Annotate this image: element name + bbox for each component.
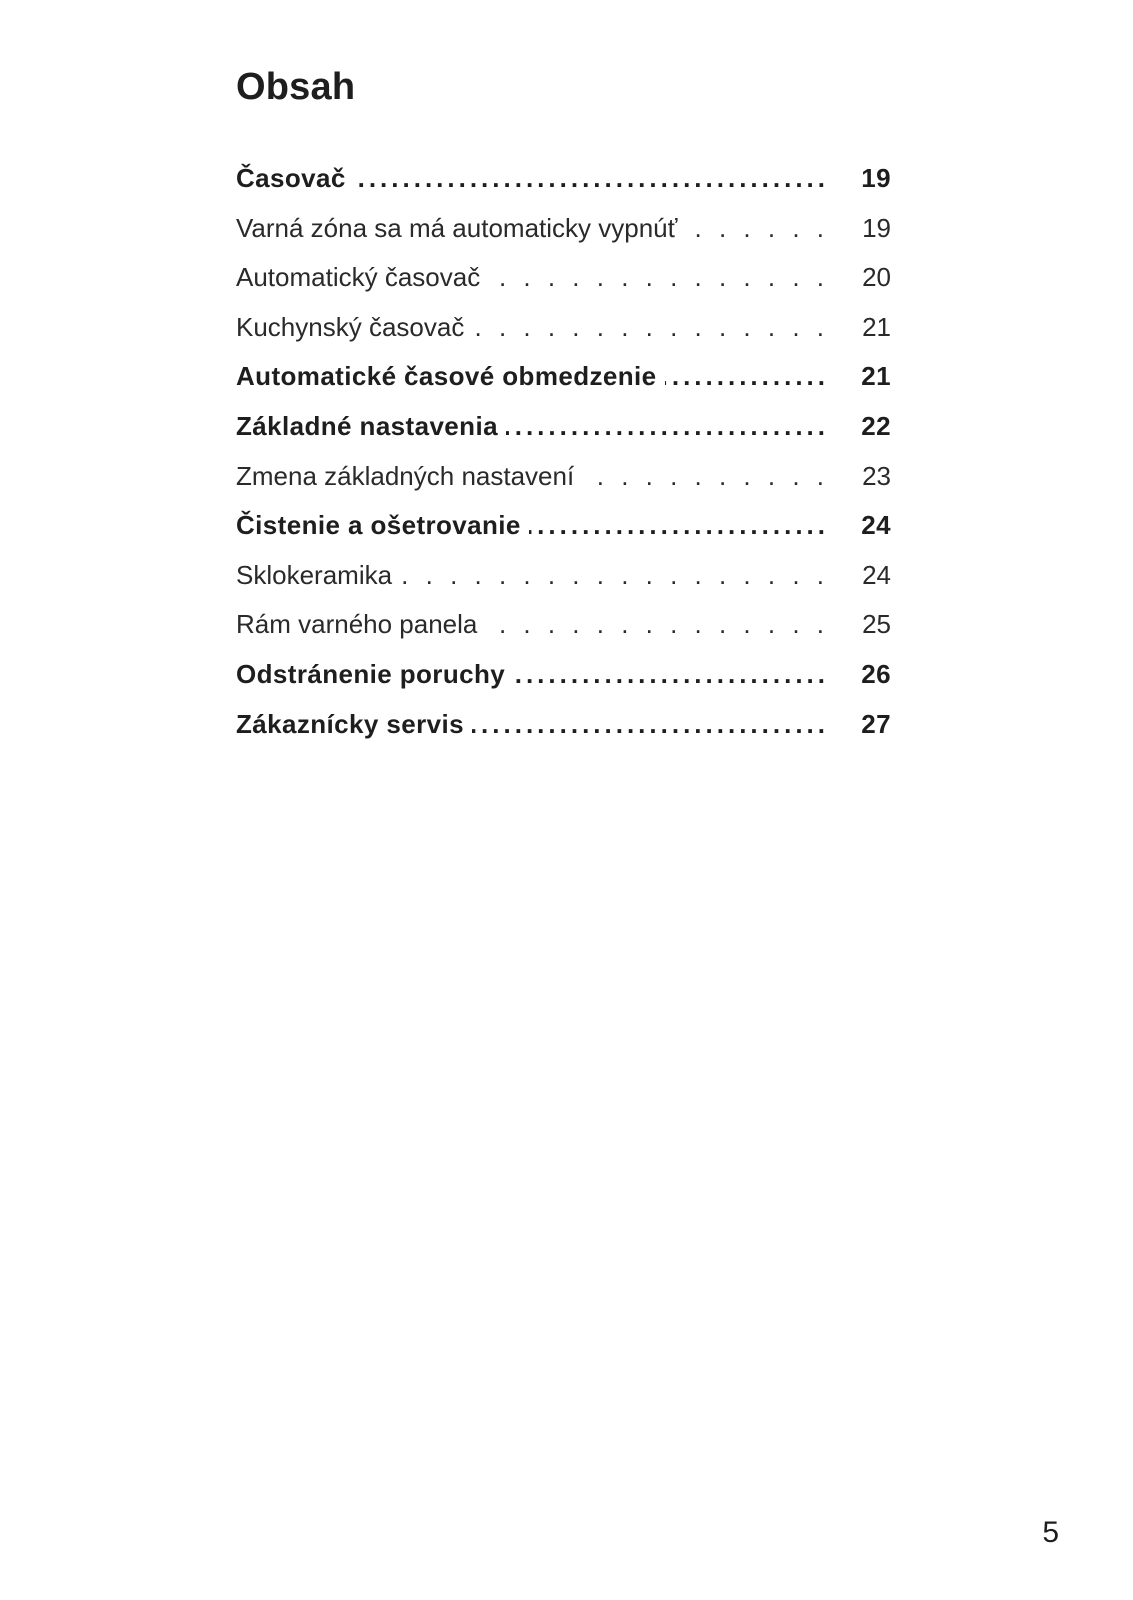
- toc-entry[interactable]: [236, 600, 891, 650]
- toc-entry-page: 21: [862, 311, 891, 342]
- dot-leader: [582, 452, 829, 502]
- toc-entry-label: Zákaznícky servis: [236, 708, 464, 739]
- toc-entry[interactable]: [236, 700, 891, 750]
- toc-entry-label: Automatický časovač: [236, 262, 481, 293]
- dot-leader: [665, 352, 829, 402]
- toc-entry-label: Časovač: [236, 163, 346, 193]
- dot-leader: [472, 700, 829, 750]
- toc-entry-label: Čistenie a ošetrovanie: [236, 510, 521, 541]
- toc-entry[interactable]: [236, 551, 891, 601]
- toc-entry-label: Zmena základných nastavení: [236, 460, 575, 491]
- toc-entry[interactable]: [236, 352, 891, 402]
- dot-leader: [685, 204, 829, 254]
- toc-entry-label: Základné nastavenia: [236, 410, 498, 441]
- toc-entry[interactable]: [236, 501, 891, 551]
- toc-entry[interactable]: [236, 154, 891, 204]
- toc-entry-page: 19: [862, 212, 891, 243]
- toc-entry-page: 20: [862, 262, 891, 293]
- toc-entry-page: 25: [862, 609, 891, 640]
- toc-entry-page: 24: [861, 510, 891, 541]
- toc-entry-label: Automatické časové obmedzenie: [236, 361, 657, 392]
- toc-entry[interactable]: [236, 303, 891, 353]
- toc-entry-label: Kuchynský časovač: [236, 311, 465, 342]
- toc-entry-page: 26: [861, 658, 891, 689]
- toc-entry[interactable]: [236, 253, 891, 303]
- toc-entry[interactable]: [236, 452, 891, 502]
- dot-leader: [354, 154, 829, 204]
- toc-entry-page: 27: [861, 708, 891, 739]
- toc-entry[interactable]: [236, 204, 891, 254]
- dot-leader: [472, 303, 829, 353]
- dot-leader: [400, 551, 829, 601]
- dot-leader: [529, 501, 829, 551]
- toc-entry-label: Sklokeramika: [236, 559, 393, 590]
- toc-entry[interactable]: [236, 650, 891, 700]
- toc-entry-page: 19: [861, 163, 891, 193]
- toc-entry-label: Varná zóna sa má automaticky vypnúť: [236, 212, 678, 243]
- toc-entry-label: Odstránenie poruchy: [236, 658, 506, 689]
- toc-entry[interactable]: [236, 402, 891, 452]
- dot-leader: [488, 253, 829, 303]
- toc-entry-page: 22: [861, 410, 891, 441]
- table-of-contents: [236, 154, 891, 749]
- toc-entry-page: 21: [861, 361, 891, 392]
- page-title: Obsah: [236, 66, 356, 108]
- toc-entry-page: 24: [862, 559, 891, 590]
- toc-entry-label: Rám varného panela: [236, 609, 478, 640]
- toc-entry-page: 23: [862, 460, 891, 491]
- dot-leader: [506, 402, 829, 452]
- dot-leader: [513, 650, 829, 700]
- dot-leader: [485, 600, 829, 650]
- page-number: 5: [1042, 1516, 1059, 1549]
